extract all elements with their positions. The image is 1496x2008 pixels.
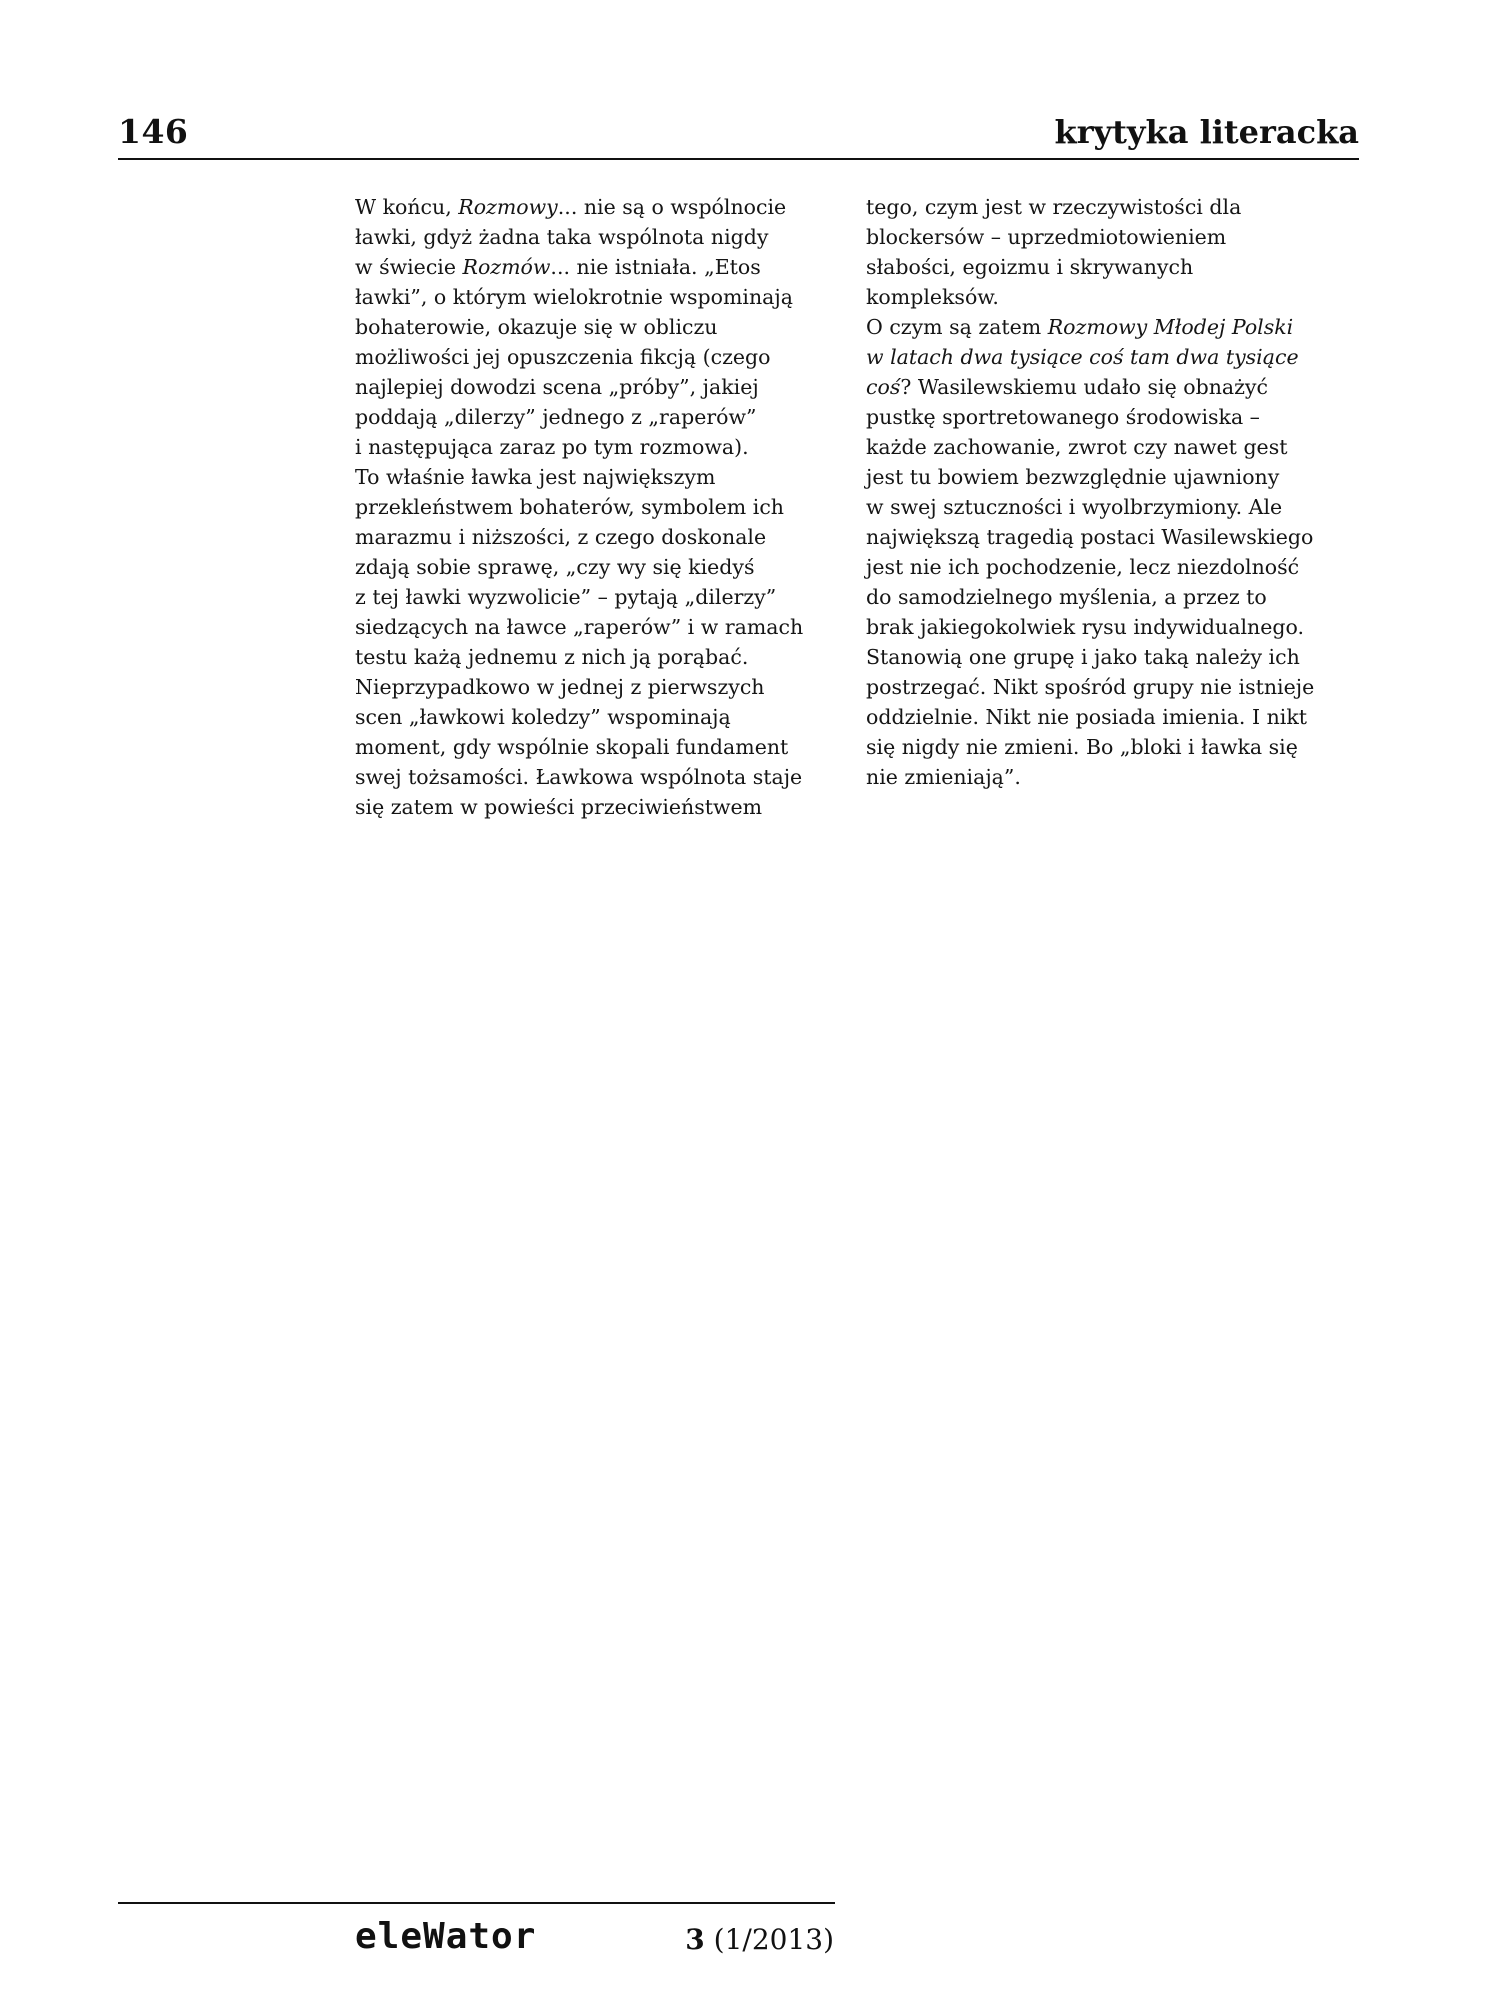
text-line bbox=[355, 642, 835, 672]
issue-detail: (1/2013) bbox=[713, 1923, 834, 1956]
text-run: ławki”, o którym wielokrotnie wspominają bbox=[355, 285, 793, 309]
text-run: każde zachowanie, zwrot czy nawet gest bbox=[866, 435, 1288, 459]
text-line bbox=[866, 342, 1352, 372]
text-line bbox=[355, 282, 835, 312]
text-run: siedzących na ławce „raperów” i w ramach bbox=[355, 615, 804, 639]
text-line bbox=[355, 552, 835, 582]
text-run: testu każą jednemu z nich ją porąbać. bbox=[355, 645, 749, 669]
italic-text: w latach dwa tysiące coś tam dwa tysiące bbox=[866, 345, 1299, 369]
issue-number: 3 bbox=[685, 1923, 705, 1956]
text-line bbox=[355, 672, 835, 702]
text-line bbox=[866, 402, 1352, 432]
text-line bbox=[866, 312, 1352, 342]
footer-divider bbox=[118, 1902, 835, 1904]
text-run: Nieprzypadkowo w jednej z pierwszych bbox=[355, 675, 765, 699]
text-run: w świecie bbox=[355, 255, 463, 279]
text-line bbox=[866, 462, 1352, 492]
text-run: marazmu i niższości, z czego doskonale bbox=[355, 525, 767, 549]
text-run: się zatem w powieści przeciwieństwem bbox=[355, 795, 763, 819]
italic-text: coś bbox=[866, 375, 901, 399]
text-run: pustkę sportretowanego środowiska – bbox=[866, 405, 1260, 429]
text-run: do samodzielnego myślenia, a przez to bbox=[866, 585, 1267, 609]
issue-info bbox=[685, 1922, 834, 1958]
text-run: blockersów – uprzedmiotowieniem bbox=[866, 225, 1227, 249]
text-line bbox=[866, 252, 1352, 282]
text-run: z tej ławki wyzwolicie” – pytają „dilerzy” bbox=[355, 585, 777, 609]
text-run: ... nie są o wspólnocie bbox=[557, 195, 787, 219]
text-run: i następująca zaraz po tym rozmowa). bbox=[355, 435, 749, 459]
text-line bbox=[866, 612, 1352, 642]
text-run: się nigdy nie zmieni. Bo „bloki i ławka się bbox=[866, 735, 1298, 759]
text-run: poddają „dilerzy” jednego z „raperów” bbox=[355, 405, 757, 429]
text-run: zdają sobie sprawę, „czy wy się kiedyś bbox=[355, 555, 755, 579]
text-run: możliwości jej opuszczenia fikcją (czego bbox=[355, 345, 771, 369]
text-line bbox=[866, 282, 1352, 312]
italic-text: Rozmowy bbox=[458, 195, 558, 219]
italic-text: Rozmów bbox=[462, 255, 551, 279]
text-run: bohaterowie, okazuje się w obliczu bbox=[355, 315, 718, 339]
page-number: 146 bbox=[118, 112, 189, 151]
text-line bbox=[866, 492, 1352, 522]
text-line bbox=[866, 432, 1352, 462]
text-run: brak jakiegokolwiek rysu indywidualnego. bbox=[866, 615, 1304, 639]
text-line bbox=[866, 222, 1352, 252]
text-run: najlepiej dowodzi scena „próby”, jakiej bbox=[355, 375, 759, 399]
text-run: oddzielnie. Nikt nie posiada imienia. I nikt bbox=[866, 705, 1307, 729]
text-line bbox=[355, 762, 835, 792]
text-line bbox=[866, 732, 1352, 762]
text-run: postrzegać. Nikt spośród grupy nie istnieje bbox=[866, 675, 1315, 699]
text-line bbox=[866, 702, 1352, 732]
text-run: największą tragedią postaci Wasilewskiego bbox=[866, 525, 1314, 549]
text-line bbox=[866, 642, 1352, 672]
text-line bbox=[355, 252, 835, 282]
text-line bbox=[355, 462, 835, 492]
text-line bbox=[355, 702, 835, 732]
text-line bbox=[355, 222, 835, 252]
text-line bbox=[355, 792, 835, 822]
text-line bbox=[355, 582, 835, 612]
text-line bbox=[355, 372, 835, 402]
text-line bbox=[355, 612, 835, 642]
text-run: W końcu, bbox=[355, 195, 459, 219]
text-line bbox=[866, 672, 1352, 702]
text-run: słabości, egoizmu i skrywanych bbox=[866, 255, 1194, 279]
text-line bbox=[866, 192, 1352, 222]
text-run: tego, czym jest w rzeczywistości dla bbox=[866, 195, 1242, 219]
text-line bbox=[866, 552, 1352, 582]
text-run: O czym są zatem bbox=[866, 315, 1048, 339]
text-run: nie zmieniają”. bbox=[866, 765, 1021, 789]
header-divider bbox=[118, 158, 1359, 160]
text-run: przekleństwem bohaterów, symbolem ich bbox=[355, 495, 784, 519]
italic-text: Rozmowy Młodej Polski bbox=[1047, 315, 1294, 339]
text-line bbox=[355, 492, 835, 522]
text-line bbox=[355, 432, 835, 462]
text-run: ławki, gdyż żadna taka wspólnota nigdy bbox=[355, 225, 769, 249]
text-run: To właśnie ławka jest największym bbox=[355, 465, 716, 489]
text-run: kompleksów. bbox=[866, 285, 999, 309]
text-column-left bbox=[355, 192, 835, 822]
text-run: ? Wasilewskiemu udało się obnażyć bbox=[900, 375, 1268, 399]
text-column-right bbox=[866, 192, 1352, 792]
text-run: jest tu bowiem bezwzględnie ujawniony bbox=[866, 465, 1280, 489]
text-run: ... nie istniała. „Etos bbox=[550, 255, 761, 279]
text-line bbox=[355, 402, 835, 432]
text-run: moment, gdy wspólnie skopali fundament bbox=[355, 735, 789, 759]
text-line bbox=[355, 192, 835, 222]
text-line bbox=[355, 522, 835, 552]
text-line bbox=[866, 372, 1352, 402]
text-line bbox=[866, 522, 1352, 552]
text-line bbox=[355, 342, 835, 372]
section-title: krytyka literacka bbox=[1054, 113, 1359, 151]
text-run: jest nie ich pochodzenie, lecz niezdolność bbox=[866, 555, 1300, 579]
text-run: swej tożsamości. Ławkowa wspólnota staje bbox=[355, 765, 803, 789]
text-line bbox=[866, 762, 1352, 792]
text-line bbox=[355, 732, 835, 762]
text-run: w swej sztuczności i wyolbrzymiony. Ale bbox=[866, 495, 1283, 519]
text-run: Stanowią one grupę i jako taką należy ich bbox=[866, 645, 1300, 669]
text-line bbox=[355, 312, 835, 342]
text-line bbox=[866, 582, 1352, 612]
magazine-logo: eleWator bbox=[355, 1916, 537, 1957]
text-run: scen „ławkowi koledzy” wspominają bbox=[355, 705, 731, 729]
